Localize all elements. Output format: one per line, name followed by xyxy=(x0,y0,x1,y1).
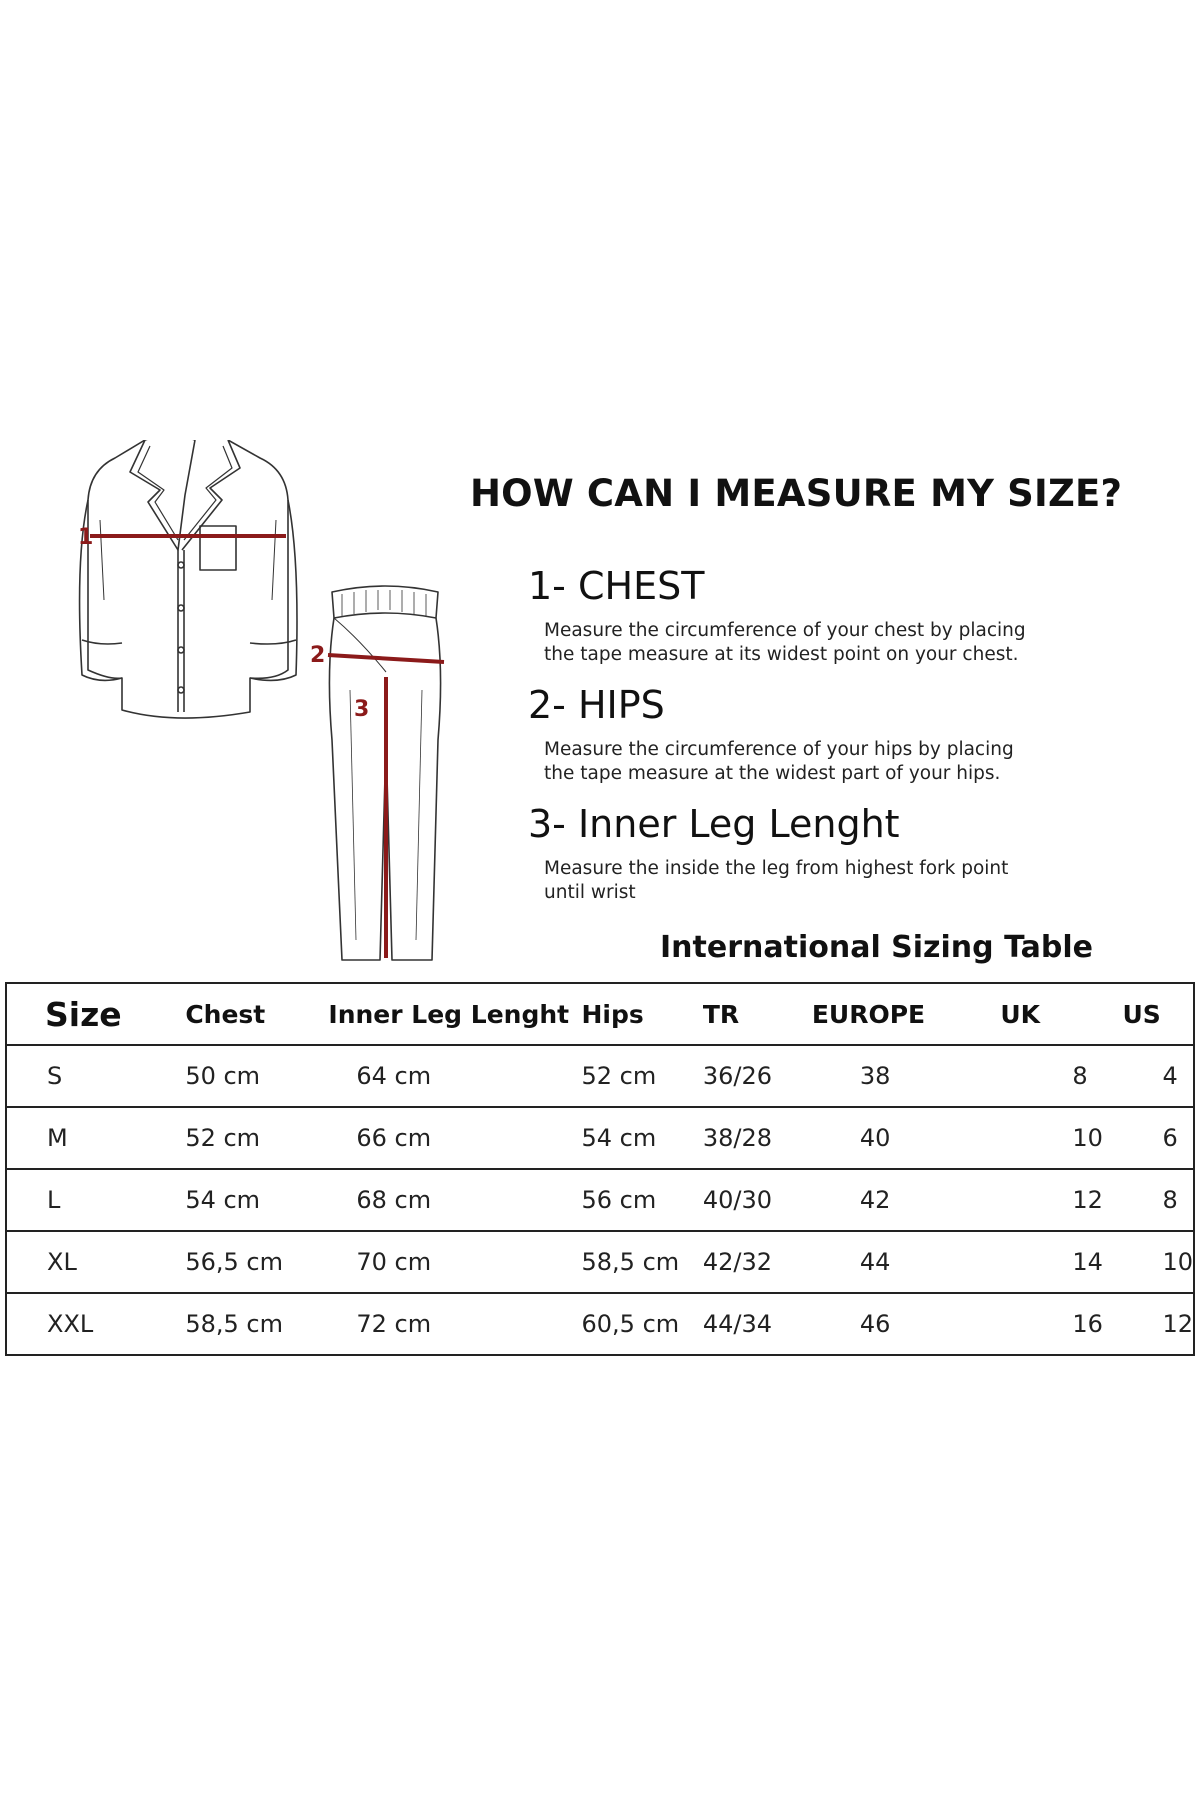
pajama-measurement-illustration xyxy=(60,440,480,970)
cell-size: L xyxy=(6,1169,185,1231)
cell-tr: 36/26 xyxy=(703,1045,812,1107)
header-europe: EUROPE xyxy=(812,983,1001,1045)
cell-us: 12 xyxy=(1122,1293,1194,1355)
header-tr: TR xyxy=(703,983,812,1045)
step-title: 1- CHEST xyxy=(528,564,705,608)
cell-hips: 58,5 cm xyxy=(582,1231,703,1293)
cell-tr: 44/34 xyxy=(703,1293,812,1355)
table-row xyxy=(6,1107,1194,1169)
header-chest: Chest xyxy=(185,983,328,1045)
step-description: Measure the inside the leg from highest fork point until wrist xyxy=(544,858,1009,903)
header-hips: Hips xyxy=(582,983,703,1045)
cell-tr: 42/32 xyxy=(703,1231,812,1293)
cell-size: XL xyxy=(6,1231,185,1293)
hips-measure-line xyxy=(328,655,444,662)
sizing-table xyxy=(5,982,1195,1356)
table-title: International Sizing Table xyxy=(660,930,1094,965)
header-inner-leg: Inner Leg Lenght xyxy=(328,983,581,1045)
marker-2: 2 xyxy=(310,643,326,668)
cell-europe: 42 xyxy=(812,1169,1001,1231)
table-row xyxy=(6,1169,1194,1231)
step-title: 2- HIPS xyxy=(528,683,665,727)
shirt-drawing xyxy=(80,440,297,718)
cell-uk: 8 xyxy=(1000,1045,1122,1107)
header-uk: UK xyxy=(1000,983,1122,1045)
page-title: HOW CAN I MEASURE MY SIZE? xyxy=(470,472,1123,515)
cell-hips: 52 cm xyxy=(582,1045,703,1107)
header-us: US xyxy=(1122,983,1194,1045)
step-hips xyxy=(528,683,1168,786)
cell-size: M xyxy=(6,1107,185,1169)
cell-chest: 50 cm xyxy=(185,1045,328,1107)
cell-europe: 40 xyxy=(812,1107,1001,1169)
step-chest xyxy=(528,564,1168,667)
table-row xyxy=(6,1045,1194,1107)
cell-europe: 46 xyxy=(812,1293,1001,1355)
cell-uk: 12 xyxy=(1000,1169,1122,1231)
cell-us: 10 xyxy=(1122,1231,1194,1293)
cell-size: XXL xyxy=(6,1293,185,1355)
cell-tr: 40/30 xyxy=(703,1169,812,1231)
cell-us: 6 xyxy=(1122,1107,1194,1169)
step-inner-leg xyxy=(528,802,1168,905)
marker-3: 3 xyxy=(354,697,370,722)
cell-inner-leg: 68 cm xyxy=(328,1169,581,1231)
cell-chest: 56,5 cm xyxy=(185,1231,328,1293)
header-size: Size xyxy=(6,983,185,1045)
cell-inner-leg: 64 cm xyxy=(328,1045,581,1107)
cell-chest: 52 cm xyxy=(185,1107,328,1169)
table-row xyxy=(6,1293,1194,1355)
cell-size: S xyxy=(6,1045,185,1107)
table-row xyxy=(6,1231,1194,1293)
cell-inner-leg: 70 cm xyxy=(328,1231,581,1293)
cell-inner-leg: 72 cm xyxy=(328,1293,581,1355)
cell-inner-leg: 66 cm xyxy=(328,1107,581,1169)
cell-uk: 16 xyxy=(1000,1293,1122,1355)
step-title: 3- Inner Leg Lenght xyxy=(528,802,900,846)
cell-hips: 60,5 cm xyxy=(582,1293,703,1355)
cell-hips: 54 cm xyxy=(582,1107,703,1169)
cell-hips: 56 cm xyxy=(582,1169,703,1231)
marker-1: 1 xyxy=(78,525,94,550)
table-header-row xyxy=(6,983,1194,1045)
cell-us: 4 xyxy=(1122,1045,1194,1107)
step-description: Measure the circumference of your hips by placing the tape measure at the widest part of your hips. xyxy=(544,739,1014,784)
cell-uk: 10 xyxy=(1000,1107,1122,1169)
cell-uk: 14 xyxy=(1000,1231,1122,1293)
step-description: Measure the circumference of your chest by placing the tape measure at its widest point on your chest. xyxy=(544,620,1026,665)
cell-chest: 58,5 cm xyxy=(185,1293,328,1355)
cell-tr: 38/28 xyxy=(703,1107,812,1169)
cell-chest: 54 cm xyxy=(185,1169,328,1231)
cell-europe: 38 xyxy=(812,1045,1001,1107)
cell-europe: 44 xyxy=(812,1231,1001,1293)
cell-us: 8 xyxy=(1122,1169,1194,1231)
